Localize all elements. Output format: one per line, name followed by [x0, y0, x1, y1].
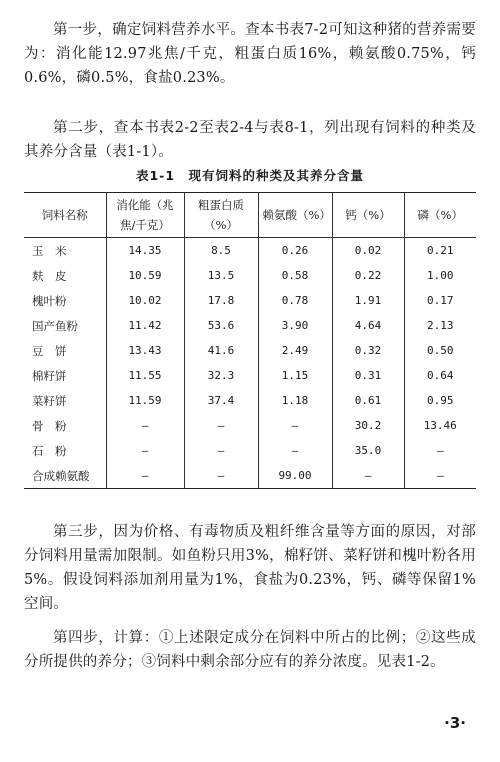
- feed-name-cell: 棉籽饼: [24, 363, 106, 388]
- table-row: [24, 313, 476, 338]
- table-cell: 0.31: [332, 363, 404, 388]
- table-cell: 13.46: [404, 413, 476, 438]
- table-caption: 表1-1 现有饲料的种类及其养分含量: [135, 168, 365, 183]
- feed-name-cell: 豆 饼: [24, 338, 106, 363]
- table-cell: 8.5: [184, 238, 258, 264]
- table-cell: —: [404, 463, 476, 489]
- table-cell: 13.5: [184, 263, 258, 288]
- table-cell: —: [332, 463, 404, 489]
- table-cell: 1.15: [258, 363, 332, 388]
- table-cell: 14.35: [106, 238, 184, 264]
- table-cell: 10.59: [106, 263, 184, 288]
- table-row: [24, 288, 476, 313]
- table-cell: 0.32: [332, 338, 404, 363]
- table-cell: 41.6: [184, 338, 258, 363]
- header-calcium: 钙（%）: [332, 193, 404, 238]
- table-cell: 11.42: [106, 313, 184, 338]
- header-phosphorus: 磷（%）: [404, 193, 476, 238]
- table-cell: —: [184, 438, 258, 463]
- table-cell: 0.95: [404, 388, 476, 413]
- table-cell: —: [184, 413, 258, 438]
- table-cell: —: [106, 413, 184, 438]
- table-cell: 32.3: [184, 363, 258, 388]
- paragraph-step-3: 第三步，因为价格、有毒物质及粗纤维含量等方面的原因，对部分饲料用量需加限制。如鱼粉只用3%，棉籽饼、菜籽饼和槐叶粉各用5%。假设饲料添加剂用量为1%，食盐为0.23%，钙、磷等保留1%空间。: [24, 524, 476, 612]
- feed-name-cell: 菜籽饼: [24, 388, 106, 413]
- paragraph-step-2: 第二步，查本书表2-2至表2-4与表8-1，列出现有饲料的种类及其养分含量（表1-1）。: [24, 120, 476, 160]
- table-cell: 11.59: [106, 388, 184, 413]
- table-row: [24, 463, 476, 489]
- table-cell: 13.43: [106, 338, 184, 363]
- page-number: ·3·: [444, 714, 466, 732]
- table-cell: 0.58: [258, 263, 332, 288]
- table-cell: 35.0: [332, 438, 404, 463]
- table-cell: —: [106, 438, 184, 463]
- table-cell: —: [184, 463, 258, 489]
- feed-name-cell: 国产鱼粉: [24, 313, 106, 338]
- table-row: [24, 388, 476, 413]
- header-crude-protein: 粗蛋白质（%）: [184, 193, 258, 238]
- table-cell: 0.50: [404, 338, 476, 363]
- table-body: [24, 238, 476, 489]
- header-lysine: 赖氨酸（%）: [258, 193, 332, 238]
- table-cell: 11.55: [106, 363, 184, 388]
- table-row: [24, 413, 476, 438]
- table-cell: 0.61: [332, 388, 404, 413]
- table-cell: —: [258, 438, 332, 463]
- table-cell: 99.00: [258, 463, 332, 489]
- feed-name-cell: 玉 米: [24, 238, 106, 264]
- feed-name-cell: 麸 皮: [24, 263, 106, 288]
- table-cell: 0.02: [332, 238, 404, 264]
- table-cell: 0.26: [258, 238, 332, 264]
- table-row: [24, 263, 476, 288]
- feed-name-cell: 骨 粉: [24, 413, 106, 438]
- table-cell: 37.4: [184, 388, 258, 413]
- table-cell: 2.13: [404, 313, 476, 338]
- table-cell: 1.18: [258, 388, 332, 413]
- table-cell: 17.8: [184, 288, 258, 313]
- paragraph-step-4: 第四步，计算：①上述限定成分在饲料中所占的比例；②这些成分所提供的养分；③饲料中剩余部分应有的养分浓度。见表1-2。: [24, 630, 476, 670]
- table-cell: 0.64: [404, 363, 476, 388]
- feed-nutrient-table: [24, 192, 476, 489]
- table-cell: 0.78: [258, 288, 332, 313]
- table-cell: 0.17: [404, 288, 476, 313]
- feed-name-cell: 石 粉: [24, 438, 106, 463]
- feed-name-cell: 合成赖氨酸: [24, 463, 106, 489]
- table-cell: 3.90: [258, 313, 332, 338]
- table-row: [24, 438, 476, 463]
- table-row: [24, 238, 476, 264]
- table-header-row: [24, 193, 476, 238]
- table-cell: 4.64: [332, 313, 404, 338]
- header-feed-name: 饲料名称: [24, 193, 106, 238]
- table-cell: 0.22: [332, 263, 404, 288]
- table-cell: 0.21: [404, 238, 476, 264]
- table-cell: 1.91: [332, 288, 404, 313]
- table-cell: 53.6: [184, 313, 258, 338]
- paragraph-step-1: 第一步，确定饲料营养水平。查本书表7-2可知这种猪的营养需要为：消化能12.97兆焦/千克，粗蛋白质16%，赖氨酸0.75%，钙0.6%，磷0.5%，食盐0.23%。: [24, 22, 476, 86]
- table-cell: 1.00: [404, 263, 476, 288]
- table-cell: 30.2: [332, 413, 404, 438]
- table-cell: —: [106, 463, 184, 489]
- feed-name-cell: 槐叶粉: [24, 288, 106, 313]
- table-row: [24, 363, 476, 388]
- table-cell: —: [404, 438, 476, 463]
- table-row: [24, 338, 476, 363]
- table-cell: 10.02: [106, 288, 184, 313]
- header-digestible-energy: 消化能（兆焦/千克）: [106, 193, 184, 238]
- table-cell: 2.49: [258, 338, 332, 363]
- table-cell: —: [258, 413, 332, 438]
